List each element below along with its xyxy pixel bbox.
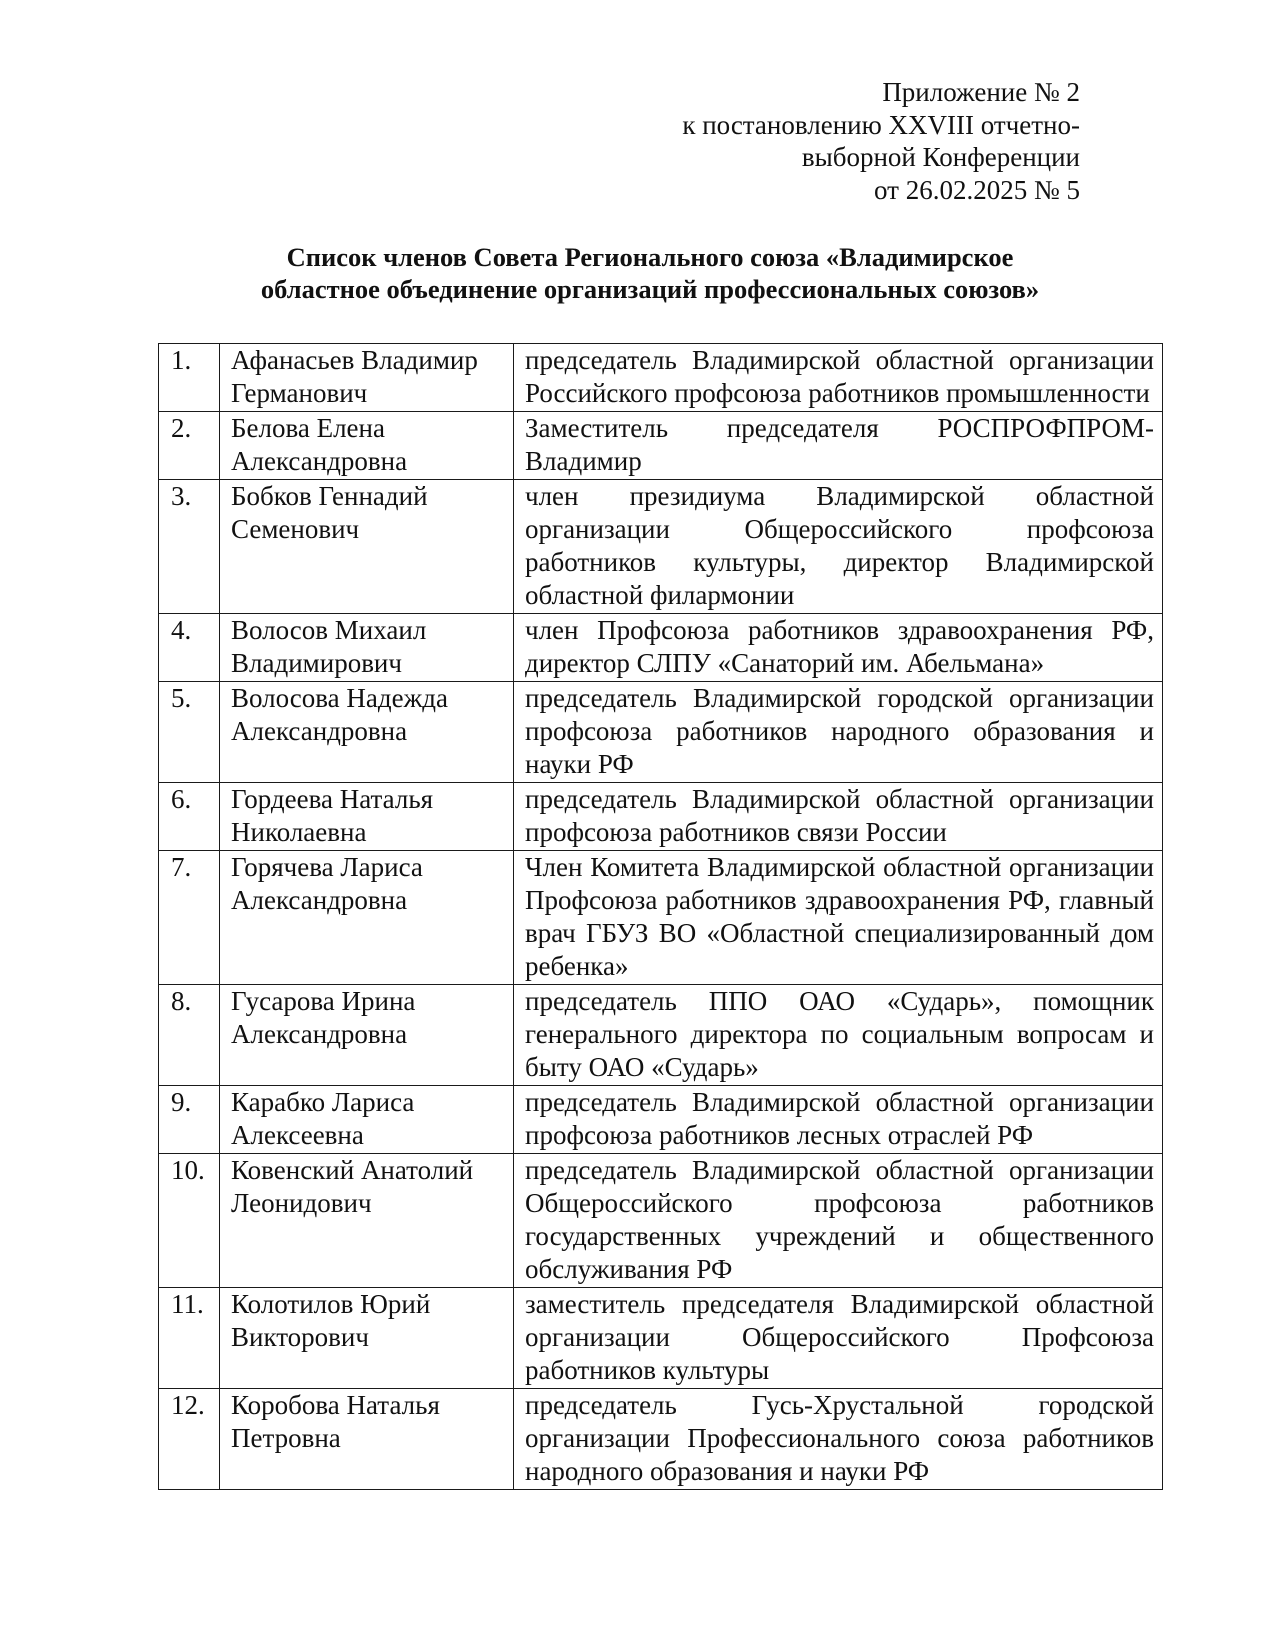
member-position: председатель ППО ОАО «Сударь», помощник генерального директора по социальным вопросам и быту ОАО «Сударь» bbox=[514, 985, 1163, 1086]
member-name bbox=[220, 851, 514, 985]
member-name bbox=[220, 783, 514, 851]
title-line: областное объединение организаций профессиональных союзов» bbox=[260, 274, 1040, 304]
member-name bbox=[220, 614, 514, 682]
member-name bbox=[220, 412, 514, 480]
member-name bbox=[220, 1288, 514, 1389]
member-surname: Колотилов Юрий bbox=[231, 1289, 431, 1319]
member-patronymic: Александровна bbox=[231, 885, 408, 915]
member-number: 10. bbox=[159, 1154, 220, 1288]
member-name bbox=[220, 1154, 514, 1288]
table-row bbox=[159, 344, 1163, 412]
member-surname: Карабко Лариса bbox=[231, 1087, 415, 1117]
member-patronymic: Семенович bbox=[231, 514, 360, 544]
table-row bbox=[159, 985, 1163, 1086]
member-number: 8. bbox=[159, 985, 220, 1086]
member-patronymic: Владимирович bbox=[231, 648, 402, 678]
member-name bbox=[220, 480, 514, 614]
member-surname: Белова Елена bbox=[231, 413, 385, 443]
member-patronymic: Алексеевна bbox=[231, 1120, 364, 1150]
member-name bbox=[220, 344, 514, 412]
member-surname: Гусарова Ирина bbox=[231, 986, 416, 1016]
member-surname: Гордеева Наталья bbox=[231, 784, 434, 814]
member-number: 1. bbox=[159, 344, 220, 412]
member-position: председатель Владимирской городской организации профсоюза работников народного образования и науки РФ bbox=[514, 682, 1163, 783]
table-row bbox=[159, 1288, 1163, 1389]
member-number: 4. bbox=[159, 614, 220, 682]
member-patronymic: Петровна bbox=[231, 1423, 341, 1453]
table-row bbox=[159, 851, 1163, 985]
member-name bbox=[220, 682, 514, 783]
member-surname: Волосов Михаил bbox=[231, 615, 427, 645]
member-number: 11. bbox=[159, 1288, 220, 1389]
member-position: член президиума Владимирской областной организации Общероссийского профсоюза работников культуры, директор Владимирской областной филармонии bbox=[514, 480, 1163, 614]
table-row bbox=[159, 1389, 1163, 1490]
member-number: 6. bbox=[159, 783, 220, 851]
member-patronymic: Александровна bbox=[231, 1019, 408, 1049]
member-surname: Горячева Лариса bbox=[231, 852, 423, 882]
member-position: председатель Владимирской областной организации Общероссийского профсоюза работников государственных учреждений и общественного обслуживания РФ bbox=[514, 1154, 1163, 1288]
member-name bbox=[220, 1086, 514, 1154]
member-number: 3. bbox=[159, 480, 220, 614]
member-position: председатель Гусь-Хрустальной городской организации Профессионального союза работников народного образования и науки РФ bbox=[514, 1389, 1163, 1490]
title-line: Список членов Совета Регионального союза «Владимирское bbox=[286, 242, 1014, 272]
table-row bbox=[159, 1154, 1163, 1288]
table-row bbox=[159, 682, 1163, 783]
member-position: председатель Владимирской областной организации Российского профсоюза работников промышленности bbox=[514, 344, 1163, 412]
member-patronymic: Александровна bbox=[231, 446, 408, 476]
appendix-line: Приложение № 2 bbox=[882, 77, 1080, 107]
table-row bbox=[159, 412, 1163, 480]
appendix-line: выборной Конференции bbox=[801, 142, 1080, 172]
member-name bbox=[220, 985, 514, 1086]
appendix-line: к постановлению XXVIII отчетно- bbox=[682, 109, 1080, 140]
member-surname: Коробова Наталья bbox=[231, 1390, 440, 1420]
table-row bbox=[159, 1086, 1163, 1154]
member-position: Заместитель председателя РОСПРОФПРОМ-Владимир bbox=[514, 412, 1163, 480]
member-position: заместитель председателя Владимирской областной организации Общероссийского Профсоюза работников культуры bbox=[514, 1288, 1163, 1389]
document-title bbox=[150, 241, 1150, 305]
member-number: 7. bbox=[159, 851, 220, 985]
member-name bbox=[220, 1389, 514, 1490]
member-surname: Афанасьев Владимир bbox=[231, 345, 478, 375]
member-patronymic: Викторович bbox=[231, 1322, 369, 1352]
table-row bbox=[159, 783, 1163, 851]
member-patronymic: Александровна bbox=[231, 716, 408, 746]
member-patronymic: Леонидович bbox=[231, 1188, 372, 1218]
member-patronymic: Николаевна bbox=[231, 817, 367, 847]
member-number: 5. bbox=[159, 682, 220, 783]
members-table bbox=[158, 343, 1163, 1490]
member-position: председатель Владимирской областной организации профсоюза работников лесных отраслей РФ bbox=[514, 1086, 1163, 1154]
member-position: председатель Владимирской областной организации профсоюза работников связи России bbox=[514, 783, 1163, 851]
member-position: Член Комитета Владимирской областной организации Профсоюза работников здравоохранения РФ, главный врач ГБУЗ ВО «Областной специализированный дом ребенка» bbox=[514, 851, 1163, 985]
member-surname: Волосова Надежда bbox=[231, 683, 448, 713]
member-number: 9. bbox=[159, 1086, 220, 1154]
member-patronymic: Германович bbox=[231, 378, 368, 408]
member-number: 12. bbox=[159, 1389, 220, 1490]
appendix-reference bbox=[682, 76, 1080, 206]
appendix-line: от 26.02.2025 № 5 bbox=[874, 174, 1080, 205]
member-surname: Бобков Геннадий bbox=[231, 481, 428, 511]
member-number: 2. bbox=[159, 412, 220, 480]
table-row bbox=[159, 480, 1163, 614]
table-row bbox=[159, 614, 1163, 682]
member-position: член Профсоюза работников здравоохранения РФ, директор СЛПУ «Санаторий им. Абельмана» bbox=[514, 614, 1163, 682]
member-surname: Ковенский Анатолий bbox=[231, 1155, 474, 1185]
